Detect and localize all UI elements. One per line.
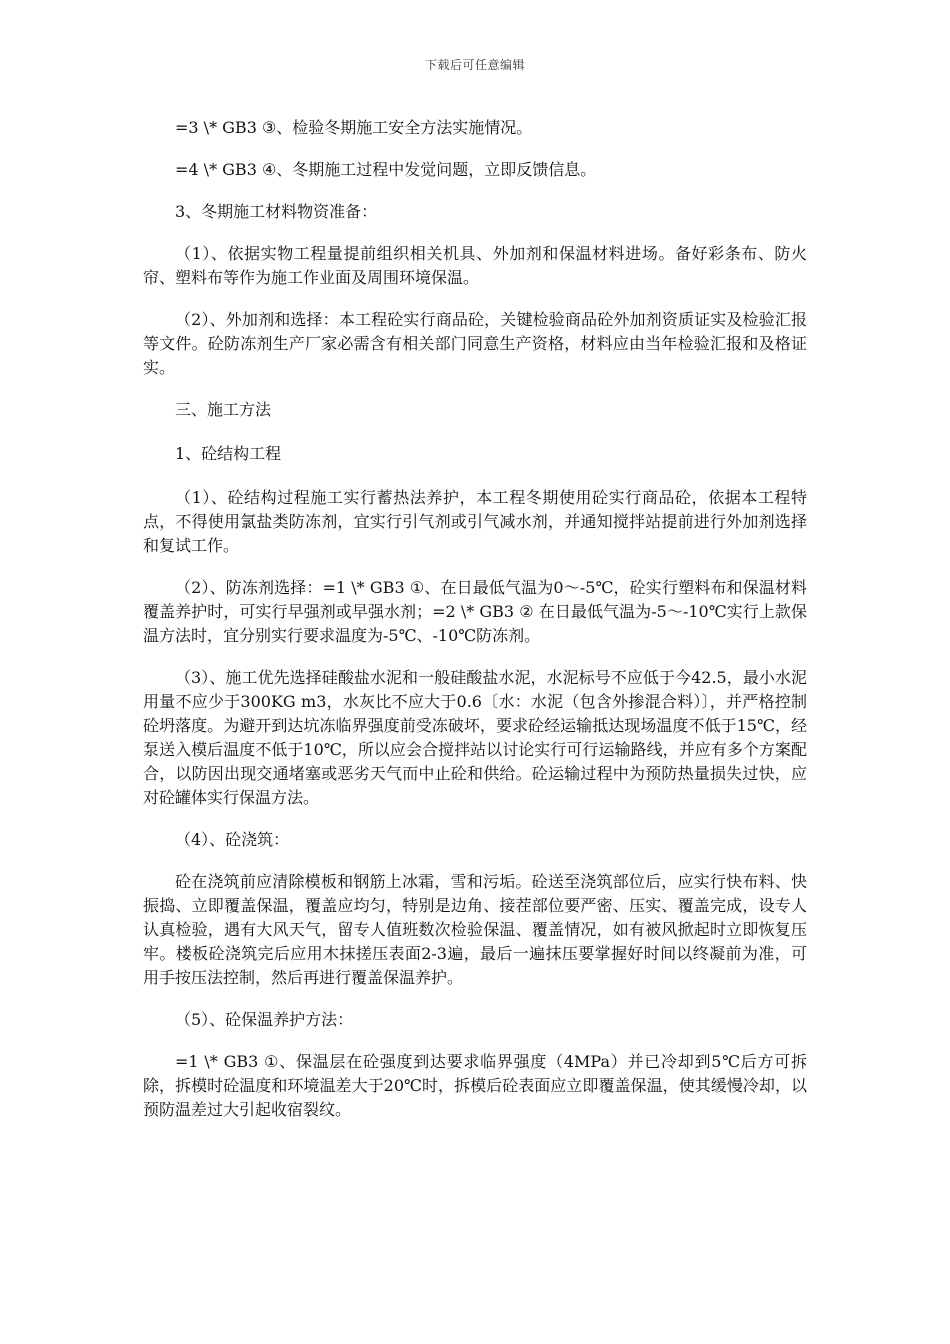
heading-construction-method: 三、施工方法	[175, 400, 272, 419]
paragraph-feedback: =4 \* GB3 ④、冬期施工过程中发觉问题，立即反馈信息。	[175, 160, 597, 179]
heading-concrete-structure: 1、砼结构工程	[175, 444, 282, 463]
paragraph-antifreeze: （2）、防冻剂选择：=1 \* GB3 ①、在日最低气温为0～-5℃，砼实行塑料布和保温材料覆盖养护时，可实行早强剂或早强水剂；=2 \* GB3 ② 在日最低气温为-5～-10℃实行上款保温方法时，宜分别实行要求温度为-5℃、-10℃防冻剂。	[143, 578, 807, 645]
paragraph-curing: =1 \* GB3 ①、保温层在砼强度到达要求临界强度（4MPa）并已冷却到5℃后方可拆除，拆模时砼温度和环境温差大于20℃时，拆模后砼表面应立即覆盖保温，使其缓慢冷却，以预防温差过大引起收宿裂纹。	[143, 1052, 807, 1119]
paragraph-materials-1: （1）、依据实物工程量提前组织相关机具、外加剂和保温材料进场。备好彩条布、防火帘、塑料布等作为施工作业面及周围环境保温。	[143, 244, 807, 287]
document-body	[143, 116, 807, 1140]
page-header: 下载后可任意编辑	[424, 58, 525, 72]
heading-materials-prep: 3、冬期施工材料物资准备：	[175, 202, 378, 221]
paragraph-pouring: 砼在浇筑前应清除模板和钢筋上冰霜，雪和污垢。砼送至浇筑部位后，应实行快布料、快振捣、立即覆盖保温，覆盖应均匀，特别是边角、接茬部位要严密、压实、覆盖完成，设专人认真检验，遇有大风天气，留专人值班数次检验保温、覆盖情况，如有被风掀起时立即恢复压牢。楼板砼浇筑完后应用木抹搓压表面2-3遍，最后一遍抹压要掌握好时间以终凝前为准，可用手按压法控制，然后再进行覆盖保温养护。	[143, 872, 807, 987]
paragraph-safety-check: =3 \* GB3 ③、检验冬期施工安全方法实施情况。	[175, 118, 533, 137]
heading-pouring: （4）、砼浇筑：	[175, 830, 290, 849]
paragraph-concrete-1: （1）、砼结构过程施工实行蓄热法养护，本工程冬期使用砼实行商品砼，依据本工程特点，不得使用氯盐类防冻剂，宜实行引气剂或引气减水剂，并通知搅拌站提前进行外加剂选择和复试工作。	[143, 488, 807, 555]
heading-curing: （5）、砼保温养护方法：	[175, 1010, 354, 1029]
paragraph-materials-2: （2）、外加剂和选择：本工程砼实行商品砼，关键检验商品砼外加剂资质证实及检验汇报等文件。砼防冻剂生产厂家必需含有相关部门同意生产资格，材料应由当年检验汇报和及格证实。	[143, 310, 807, 377]
paragraph-cement: （3）、施工优先选择硅酸盐水泥和一般硅酸盐水泥，水泥标号不应低于今42.5，最小水泥用量不应少于300KG m3，水灰比不应大于0.6〔水：水泥（包含外掺混合料）〕，并严格控制砼坍落度。为避开到达坑冻临界强度前受冻破坏，要求砼经运输抵达现场温度不低于15℃，经泵送入模后温度不低于10℃，所以应会合搅拌站以讨论实行可行运输路线，并应有多个方案配合，以防因出现交通堵塞或恶劣天气而中止砼和供给。砼运输过程中为预防热量损失过快，应对砼罐体实行保温方法。	[143, 668, 807, 807]
